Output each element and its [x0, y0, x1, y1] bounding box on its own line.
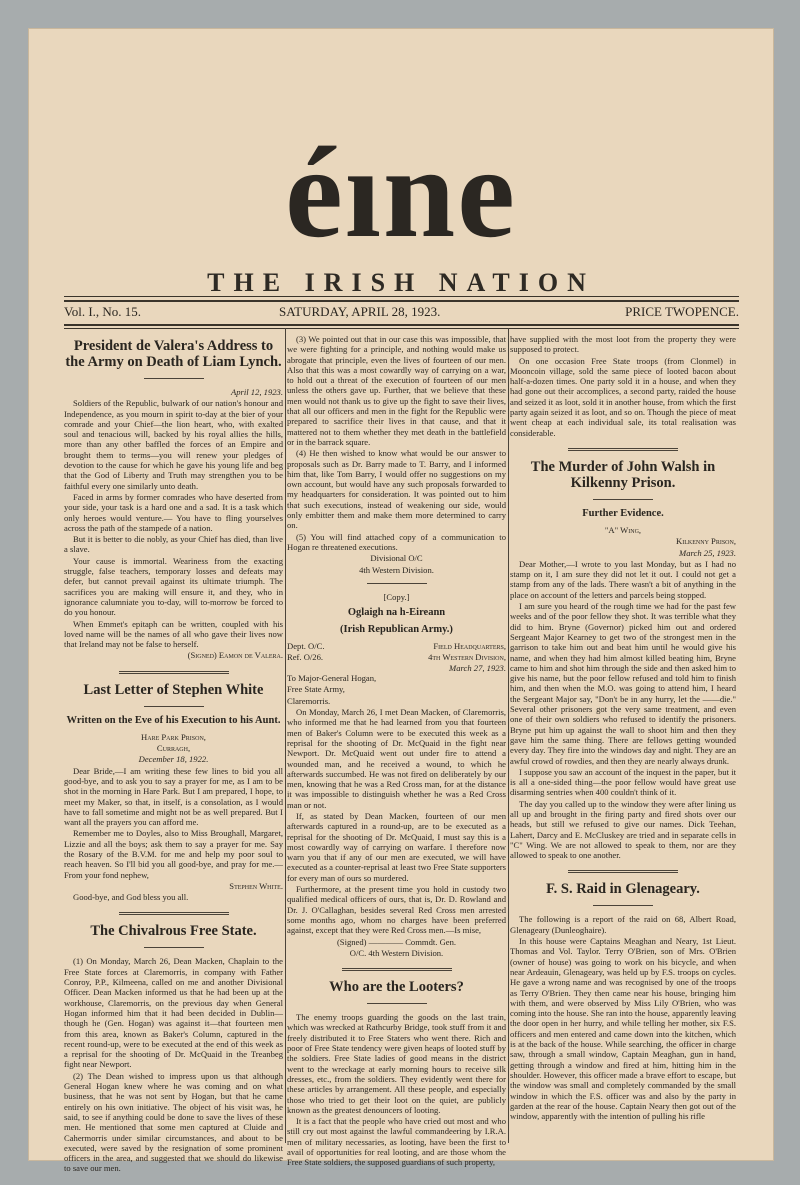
- column-3: [510, 334, 736, 1144]
- separator: [367, 583, 427, 584]
- article-heading-raid: F. S. Raid in Glenageary.: [546, 881, 700, 898]
- separator: [144, 378, 204, 379]
- address-line: Curragh,: [156, 743, 191, 754]
- paragraph: When Emmet's epitaph can be written, coupled with his loved name will be the names of all who gave their lives now that Ireland may not be false to herself.: [64, 618, 283, 650]
- paragraph: In this house were Captains Meaghan and Neary, 1st Lieut. Thomas and Vol. Taylor. Terry O'Brien, son of Mrs. O'Brien (owner of house) was going to work on his bicycle, and when near Ardeauin, Glenageary, was held up by F.S. troops on cycles. He gave a wrong name and was recognised by one of the troops as Terry O'Brien. They then came near his house, bringing him with them, and were observed by Miss Lily O'Brien, who was coming into the house. She ran into the house, apparently leaving the door open in her hurry, and while telling her mother, six F.S. officers and men entered and came down into the kitchen, which is at the back of the house. While searching, the officer in charge saw, through a small window, Captain Meaghan, gun in hand, getting through a window and fired at him, hitting him in the shoulder. However, this officer made a brave effort to escape, but the window was small and completely commanded by the small window in which the F.S. officer was and also by the party in garden at the rear of the house. Captain Neary then got out of the window, apparently with the intention of pulling his rifle: [510, 936, 736, 1122]
- signature: (Signed) ———— Commdt. Gen.: [336, 936, 457, 947]
- article-heading-walsh: The Murder of John Walsh in Kilkenny Prison.: [530, 458, 716, 491]
- signature: Stephen White.: [229, 880, 283, 891]
- paragraph: On one occasion Free State troops (from Clonmel) in Mooncoin village, sold the same piece of looted bacon about half-a-dozen times. One party sold it in a house, and when they had gone out their accomplices, a second party, raided the house and seized it as loot, sold it in another house, from which the first party again seized it as loot, and so on. Though the piece of meat went cheap at each individual sale, its total realisation was considerable.: [510, 355, 736, 438]
- article-heading-white: Last Letter of Stephen White: [83, 681, 264, 698]
- separator: [144, 706, 204, 707]
- article-subheading: Written on the Eve of his Execution to his Aunt.: [66, 714, 281, 726]
- paragraph: (1) On Monday, March 26, Dean Macken, Chaplain to the Free State forces at Claremorris, in company with Father Conroy, P.P., Kilmeena, called on me and another Divisional Officer. Dean Macken informed us that he had been up at the workhouse, Claremorris, on the previous day when General Hogan informed him that it had been decided in Dublin—though he (Gen. Hogan) was against it—that fourteen men from this area, known as Baker's Column, captured in the recent round-up, were to be executed at the end of this week as a reprisal for the shooting of Dr. McQuaid in the Treanbeg fight near Newport.: [64, 956, 283, 1070]
- paragraph: The enemy troops guarding the goods on the last train, which was wrecked at Rathcurby Bridge, took stuff from it and freely distributed it to Free Staters who went there. Rich and poor of Free State tendency were given heaps of looted stuff by the soldiers. Free State ladies of good means in the district went to the wreckage at early morning hours to receive silk dresses, etc., from the soldiers. They evidently went there for these articles by arrangement. All these people, and especially those who tried to get their loot on the quiet, are publicly known as the greatest denouncers of looting.: [287, 1012, 506, 1115]
- separator: [593, 905, 653, 906]
- paragraph: Dear Mother,—I wrote to you last Monday, but as I had no stamp on it, I am sure they did not let it out. I could not get a stamp from any of the lads. There wasn't a bit of anything in the place on account of the letters and parcels being stopped.: [510, 558, 736, 600]
- address-line: Kilkenny Prison,: [676, 536, 736, 547]
- letter-header: [287, 641, 506, 673]
- hq-line: Field Headquarters,: [433, 641, 506, 652]
- masthead-title: éıne: [285, 121, 517, 265]
- org-subheading: (Irish Republican Army.): [340, 624, 453, 636]
- article-heading-chivalrous: The Chivalrous Free State.: [90, 923, 257, 940]
- column-1: [64, 334, 283, 1174]
- paragraph: If, as stated by Dean Macken, fourteen of our men afterwards captured in a round-up, are to be executed as a reprisal for the shooting of Dr. McQuaid, I must say this is a most cowardly way of carrying on warfare. I therefore now warn you that if any of our men are executed, we will have executed as a counter-reprisal at least two Free State supporters for every man of ours so murdered.: [287, 810, 506, 883]
- paragraph: Good-bye, and God bless you all.: [73, 892, 189, 903]
- division-line: 4th Western Division,: [428, 652, 506, 663]
- double-separator: [568, 448, 678, 451]
- bottom-rule: [64, 328, 739, 329]
- newspaper-page: [28, 28, 774, 1174]
- double-separator: [119, 912, 229, 915]
- address-date: March 25, 1923.: [679, 547, 736, 558]
- paragraph: The following is a report of the raid on 68, Albert Road, Glenageary (Dunleoghaire).: [510, 914, 736, 935]
- recipient-line: To Major-General Hogan,: [287, 673, 377, 684]
- masthead-subtitle: THE IRISH NATION: [207, 268, 595, 297]
- column-divider-1: [285, 328, 286, 1143]
- price: PRICE TWOPENCE.: [625, 304, 739, 319]
- paragraph: (5) You will find attached copy of a communication to Hogan re threatened executions.: [287, 531, 506, 552]
- paragraph: Your cause is immortal. Weariness from the exacting struggle, false teachers, temporary losses and defeats may defer, but cannot prevail against its ultimate triumph. The sacrifices you are making will ensure it, and they, who in ignorance calumniate you to-day, will to-morrow be forced to do you honour.: [64, 555, 283, 618]
- address-line: "A" Wing,: [604, 524, 642, 535]
- org-heading: Oglaigh na h-Eireann: [347, 607, 446, 619]
- column-2: [287, 334, 506, 1168]
- separator: [144, 947, 204, 948]
- paragraph: Remember me to Doyles, also to Miss Broughall, Margaret, Lizzie and all the boys; ask them to say a prayer for me. Say the Rosary of the B.V.M. for me and help my poor soul to reach heaven. So I'll bid you all good-bye, and pray for me.—From your fond nephew,: [64, 828, 283, 880]
- recipient-line: Free State Army,: [287, 684, 345, 695]
- paragraph: Faced in arms by former comrades who have deserted from your side, your task is a hard one and a sad. It is a task which only heroes would venture.— You have to fling yourselves across the path of the stampede of a nation.: [64, 491, 283, 533]
- address-date: December 18, 1922.: [138, 754, 209, 765]
- paragraph: Soldiers of the Republic, bulwark of our nation's honour and Independence, as you mourn in spirit to-day at the bier of your comrade and your Chief—the lion heart, who, with exalted soul and tenacious will, backed by his royal allies the hills, more than any other baffled the forces of an Empire and brought them to terms—you will renew your pledges of devotion to the cause for which he gave his young life and beg that the God of Liberty and Truth may strengthen you to be faithful every one similarly unto death.: [64, 398, 283, 491]
- article-subheading: Further Evidence.: [582, 507, 664, 519]
- paragraph: (3) We pointed out that in our case this was impossible, that we were fighting for a principle, and nothing would make us abrogate that principle, even the lives of fourteen of our men. Also that this was a most cowardly way of carrying on a war, to hold out a threat of the execution of fourteen of our men unless the others gave up. Further, that we believe that these men would not thank us to give up the fight to save their lives, that all our officers and men in the fight for the Republic were prepared to sacrifice their lives in that cause, and that it mattered not to them whether they met death in the battlefield or in the barrack square.: [287, 334, 506, 447]
- paragraph: It is a fact that the people who have cried out most and who still cry out most against the lawful commandeering by I.R.A. men of military necessaries, as looting, have been the first to avail of opportunities for real looting, and are those whom the Free State soldiers, the supposed guardians of such property,: [287, 1116, 506, 1168]
- paragraph: (2) The Dean wished to impress upon us that although General Hogan knew where he was coming and on what business, that he was not sent by Hogan, but that he came entirely on his own initiative. The object of his visit was, he said, to see if anything could be done to save the lives of these men. He mentioned that some men captured at Cluide and Cahermorris under similar circumstances, and about to be executed, were saved by the resignation of some prominent officers in the area, and suggested that we should do likewise to save our men.: [64, 1070, 283, 1174]
- paragraph: (4) He then wished to know what would be our answer to proposals such as Dr. Barry made to T. Barry, and I informed him that, like Tom Barry, I would offer no suggestions on my own account, but would have any such proposals forwarded to my headquarters for consideration. It was pointed out to him that such executions, instead of weakening our side, would only embitter them and make them more determined to carry on.: [287, 448, 506, 531]
- double-separator: [342, 968, 452, 971]
- paragraph: On Monday, March 26, I met Dean Macken, of Claremorris, who informed me that he had learned from you that fourteen men of Baker's Column were to be executed this week as a reprisal for the shooting of Dr. McQuaid in the fight near Newport. Dr. McQuaid went out under fire to attend a wounded man, and he received a wound, to which he afterwards succumbed. He was not fired on deliberately by our men, knowing that he was a Red Cross man, for at the distance it was impossible to distinguish whether he was a Red Cross man or not.: [287, 707, 506, 810]
- paragraph: I am sure you heard of the rough time we had for the past few weeks and of the poor fellow they shot. It was terrible what they did to him. Bryne (Governor) picked him out and ordered Sergeant Major Kearney to get two of the strongest men in the garrison to take him out and beat him until he would give his name, and when they had him almost killed beating him, Bryne came to him and shot him through the side and then asked him to give his name, but the poor fellow refused and told him to finish him, and then when the M.O. was going to attend him, I heard the Sergeant Major say, "Don't be in any hurry, let the ——die." Several other prisoners got the very same treatment, and even one of their own soldiers who refused to identify the prisoners. Bryne put him up against the wall to shoot him and then they gave him the same thing. There are fellows getting wounded every day. They fire into the windows day and night. They are an awful crowd of rowdies, and then they are nearly always drunk.: [510, 601, 736, 766]
- paragraph: Furthermore, at the present time you hold in custody two qualified medical officers of ours, that is, Dr. D. Rowland and Dr. J. O'Callaghan, besides several Red Cross men arrested some months ago, whom no charges have been preferred against, except that they were Red Cross men.—Is mise,: [287, 884, 506, 936]
- dept-line: Dept. O/C.: [287, 641, 325, 652]
- paragraph: I suppose you saw an account of the inquest in the paper, but it is all a one-sided thing—the poor fellow would have great use disarming sentries when 400 couldn't think of it.: [510, 766, 736, 798]
- double-separator: [119, 671, 229, 674]
- volume-number: Vol. I., No. 15.: [64, 304, 142, 319]
- column-divider-2: [508, 328, 509, 1143]
- separator: [367, 1003, 427, 1004]
- dateline: [64, 304, 739, 322]
- signature: O/C. 4th Western Division.: [349, 947, 444, 958]
- bottom-rule-thick: [64, 324, 739, 326]
- top-rule-thick: [64, 300, 739, 302]
- address-line: Hare Park Prison,: [141, 731, 206, 742]
- paragraph: The day you called up to the window they were after lining us all up and brought in the firing party and fired shots over our heads, but still we refused to give our names. Dick Teehan, Lahert, Darcy and E. McCluskey are tried and in separate cells in "C" Wing. We are not allowed to speak to them, nor are they allowed to speak to one another.: [510, 798, 736, 861]
- ref-line: Ref. O/26.: [287, 652, 324, 663]
- paragraph: Dear Bride,—I am writing these few lines to bid you all good-bye, and to ask you to say a prayer for me, as I am to be shot in the morning in Hare Park. But I am prepared, I hope, to meet my Maker, so that, in itself, is a consolation, as I would have to fall sometime and might not be as well prepared. But I want all the prayers you can afford me.: [64, 765, 283, 828]
- article-heading-valera: President de Valera's Address to the Army on Death of Liam Lynch.: [65, 338, 282, 370]
- copy-label: [Copy.]: [383, 591, 410, 602]
- separator: [593, 499, 653, 500]
- top-rule: [64, 296, 739, 297]
- signature: Divisional O/C: [370, 553, 423, 564]
- signature: (Signed) Eamon de Valera.: [187, 650, 283, 661]
- issue-date: SATURDAY, APRIL 28, 1923.: [279, 304, 441, 319]
- paragraph: have supplied with the most loot from the property they were supposed to protect.: [510, 334, 736, 355]
- article-date: April 12, 1923.: [230, 387, 283, 397]
- article-heading-looters: Who are the Looters?: [329, 979, 464, 996]
- paragraph: But it is better to die nobly, as your Chief has died, than live a slave.: [64, 534, 283, 555]
- double-separator: [568, 870, 678, 873]
- letter-date: March 27, 1923.: [449, 663, 506, 674]
- recipient-line: Claremorris.: [287, 695, 331, 706]
- signature: 4th Western Division.: [359, 564, 434, 575]
